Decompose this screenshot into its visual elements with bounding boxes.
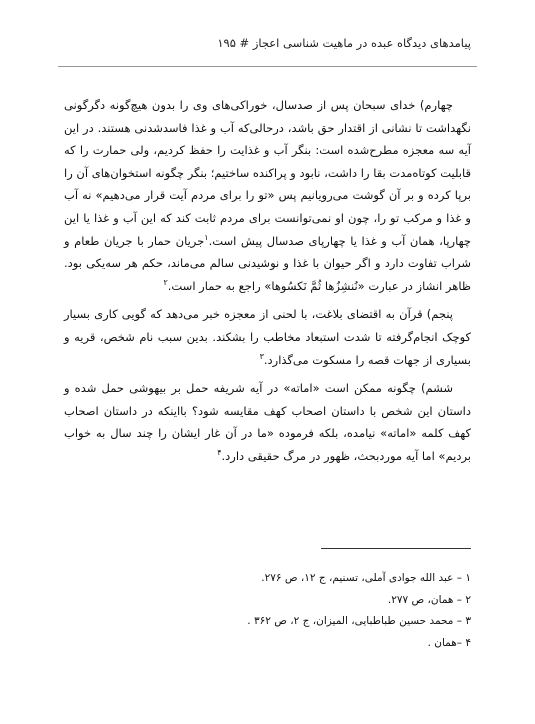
paragraph-fifth (64, 303, 471, 371)
footnote-ref[interactable]: ۳ (259, 351, 264, 361)
paragraph-fourth (64, 94, 471, 297)
main-text (64, 94, 471, 474)
paragraph-sixth (64, 377, 471, 467)
footnote-item: ۳ – محمد حسین طباطبایی، المیزان، ج ۲، ص ۳۶۲ . (247, 615, 471, 627)
paragraph-text: ششم) چگونه ممکن است «اماته» در آیه شریفه حمل بر بیهوشی حمل شده و داستان این شخص با داستان اصحاب کهف مقایسه شود؟ بااینکه در داستان اصحاب کهف کلمه «اماته» نیامده، بلکه فرموده «ما در آن غار ایشان را چند سال به خواب بردیم» اما آیه موردبحث، ظهور در مرگ حقیقی دارد. (64, 381, 471, 463)
footnote-item: ۱ – عبد الله جوادی آملی، تسنیم، ج ۱۲، ص ۲۷۶. (261, 572, 471, 584)
paragraph-text: پنجم) قرآن به اقتضای بلاغت، با لحنی از معجزه خبر می‌دهد که گویی کاری بسیار کوچک انجام‌گرفته تا شدت استبعاد مخاطب را بشکند. بدین سبب نام شخص، قریه و بسیاری از جهات قصه را مسکوت می‌گذارد. (64, 307, 471, 367)
paragraph-text: جریان حمار با جریان طعام و شراب تفاوت دارد و اگر حیوان با غذا و نوشیدنی سالم می‌ماند، حکم هر سه‌یکی بود. ظاهر انشاز در عبارت «نُنشِزُها ثُمَّ نَکسُوها» راجع به حمار است. (64, 233, 471, 293)
footnote-ref[interactable]: ۱ (204, 232, 209, 242)
footnote-ref[interactable]: ۲ (163, 277, 168, 287)
footnote-item: ۲ – همان، ص ۲۷۷. (387, 593, 471, 606)
paragraph-text: چهارم) خدای سبحان پس از صدسال، خوراکی‌های وی را بدون هیچ‌گونه دگرگونی نگهداشت تا نشانی از اقتدار حق باشد، درحالی‌که آب و غذا فاسدشدنی هستند. در این آیه سه معجزه مطرح‌شده است: بنگر آب و غذایت را حفظ کردیم، ولی حمارت را که قابلیت کوتاه‌مدت بقا را داشت، نابود و پراکنده ساختیم؛ بنگر چگونه استخوان‌های آن را برپا کرده و بر آن گوشت می‌رویانیم پس «تو را برای مردم آیت قرار می‌دهیم» نه آب و غذا و مرکب تو را، چون او نمی‌توانست برای مردم ثابت کند که این آب و غذا یا این چهارپا، همان آب و غذا یا چهارپای صدسال پیش است. (64, 98, 471, 248)
footnote-item: ۴ –همان . (427, 636, 471, 649)
header-divider (58, 66, 477, 67)
footnote-ref[interactable]: ۴ (217, 448, 222, 458)
footnote-divider (321, 548, 471, 549)
footnotes (64, 568, 471, 654)
running-header: پیامدهای دیدگاه عبده در ماهیت شناسی اعجاز # ۱۹۵ (217, 36, 471, 50)
